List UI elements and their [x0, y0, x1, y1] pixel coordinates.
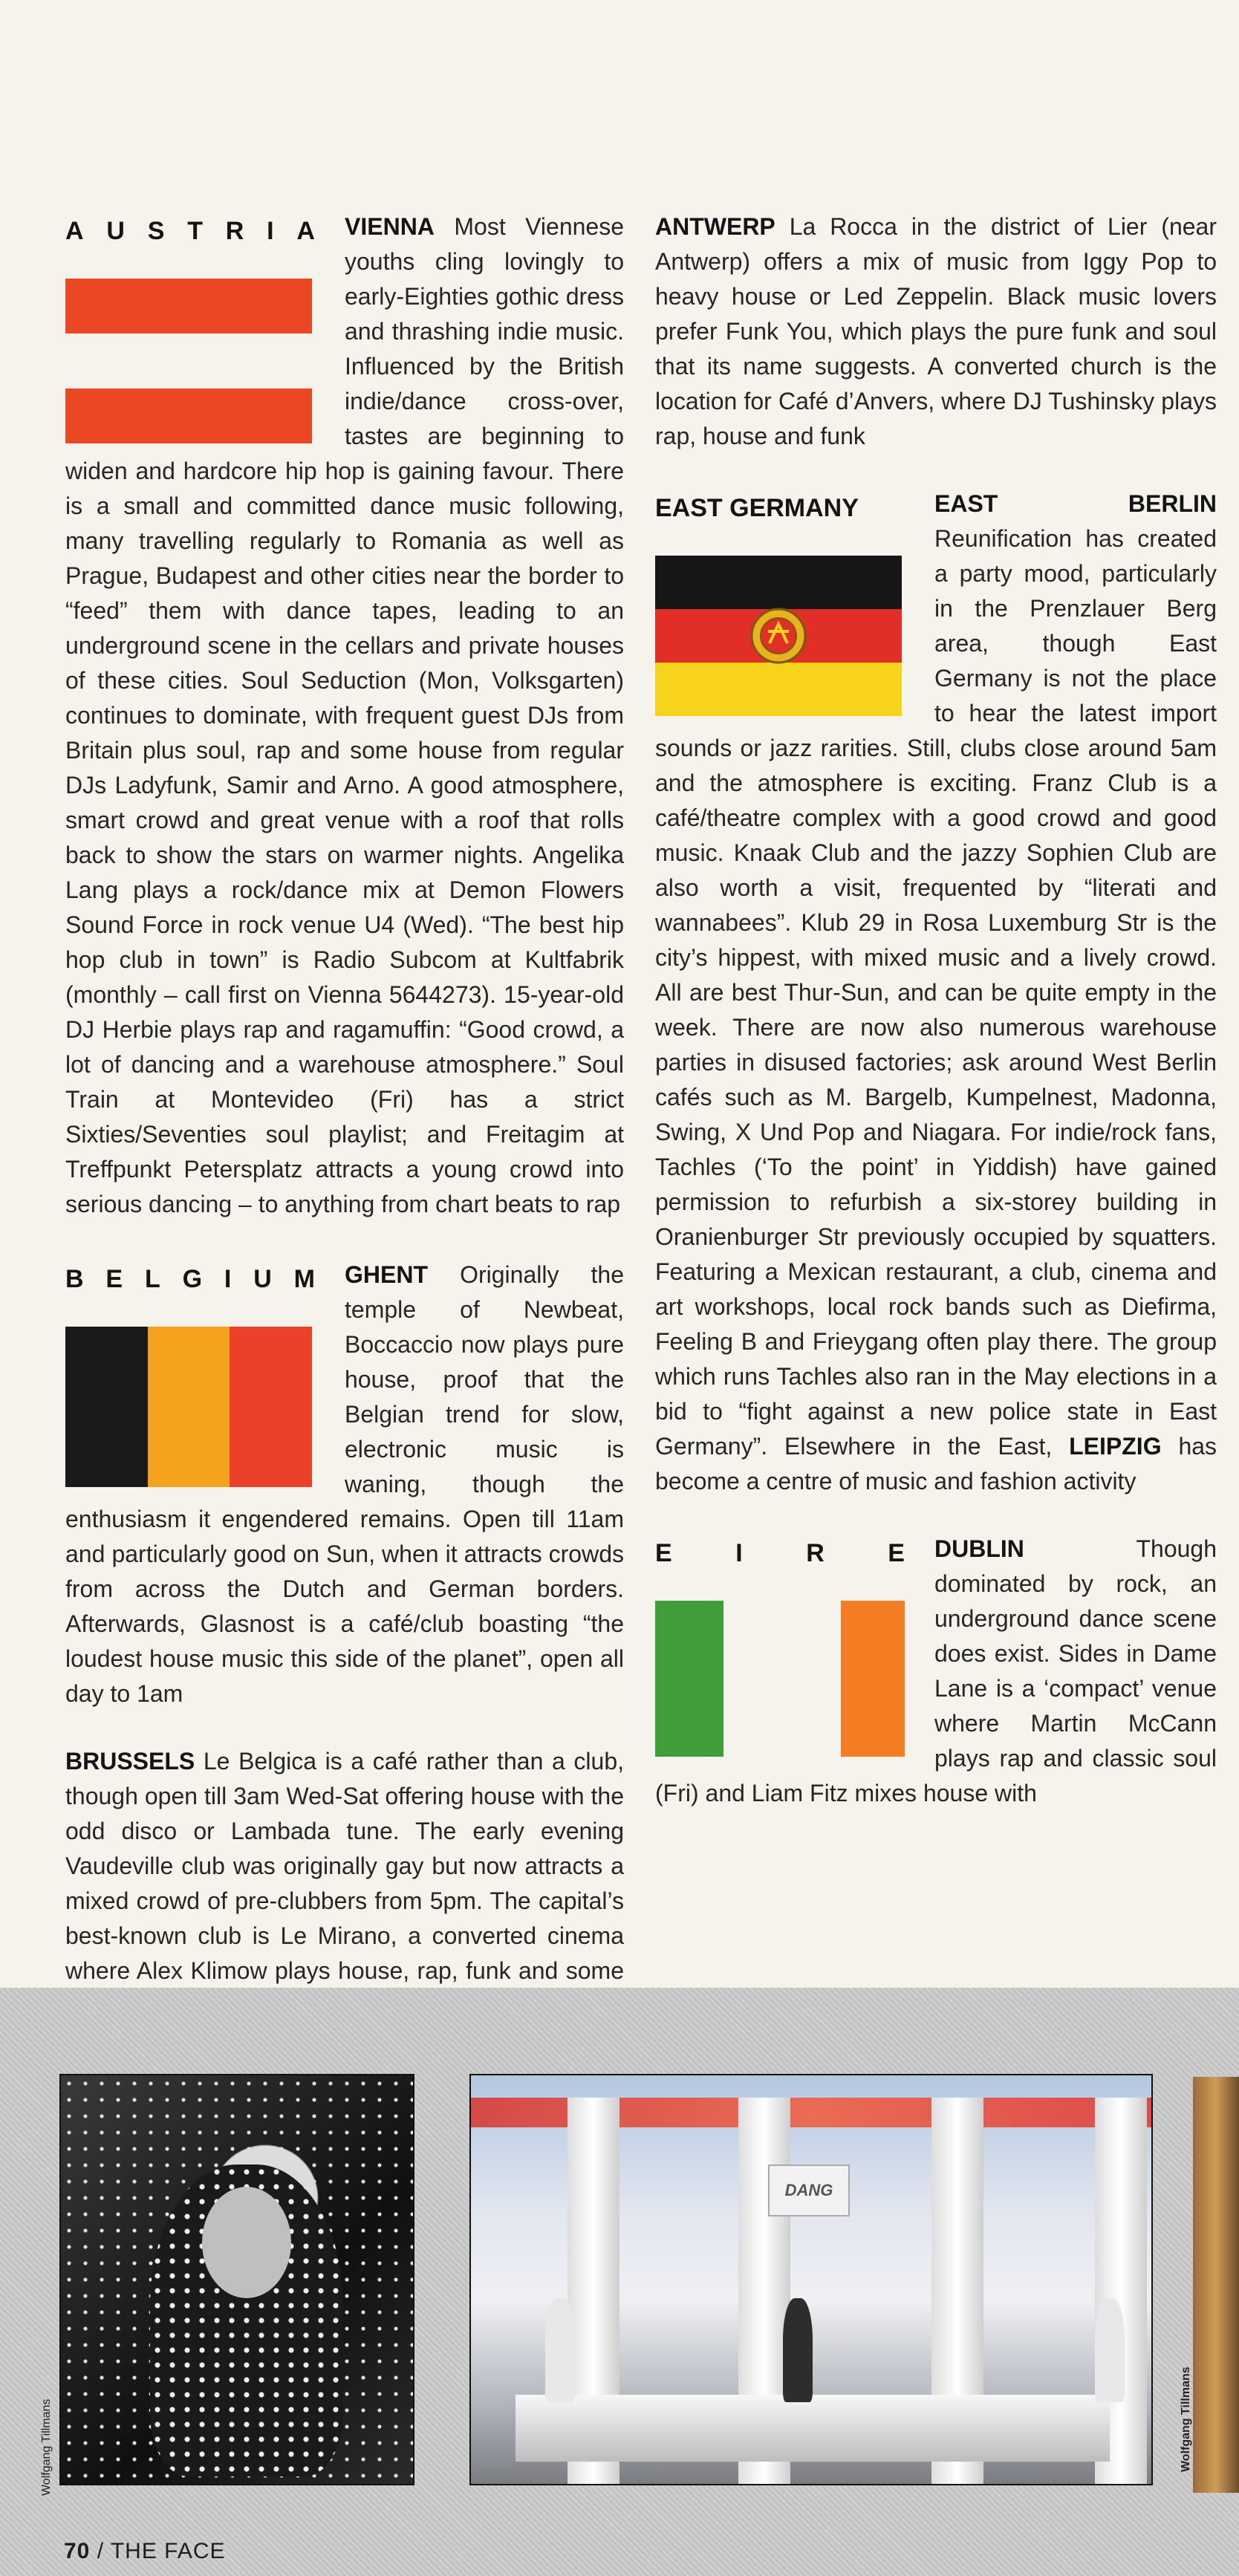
- edge-photo: [1193, 2077, 1239, 2493]
- city-leipzig: LEIPZIG: [1069, 1433, 1162, 1460]
- brussels-text: Le Belgica is a café rather than a club, though open till 3am Wed-Sat offering house with the odd disco or Lambada tune. The early evening Vaudeville club was originally gay but now attracts a mixed crowd of pre-clubbers from 5pm. The capital’s best-known club is Le Mirano, a converted cinema where Alex Klimow plays house, rap, funk and some: [65, 1748, 625, 1984]
- country-label-austria: A U S T R I A: [65, 217, 315, 245]
- austria-header-block: [65, 214, 315, 440]
- photo-credit-right: Wolfgang Tillmans: [1180, 2367, 1192, 2472]
- dublin-text: Though dominated by rock, an underground dance scene does exist. Sides in Dame Lane is a ‘compact’ venue where Martin McCann plays rap and classic soul (Fri) and Liam Fitz mixes house with: [655, 1535, 1217, 1806]
- city-dublin: DUBLIN: [934, 1535, 1024, 1562]
- right-column-flow: [655, 209, 1217, 1844]
- page-number: 70: [64, 2539, 91, 2563]
- east-berlin-text: Reunification has created a party mood, particularly in the Prenzlauer Berg area, though East Germany is not the place to hear the latest import sounds or jazz rarities. Still, clubs close around 5am and the atmosphere is exciting. Franz Club is a café/theatre complex with a good crowd and good music. Knaak Club and the jazzy Sophien Club are also worth a visit, frequented by “literati and wannabees”. Klub 29 in Rosa Luxemburg Str is the city’s hippest, with mixed music and a lively crowd. All are best Thur-Sun, and can be quite empty in the week. There are now also numerous warehouse parties in disused factories; ask around West Berlin cafés such as M. Bargelb, Kumpelnest, Madonna, Swing, X Und Pop and Niagara. For indie/rock fans, Tachles (‘To the point’ in Yiddish) have gained permission to refurbish a six-storey building in Oranienburger Str previously occupied by squatters. Featuring a Mexican restaurant, a club, cinema and art workshops, local rock bands such as Diefirma, Feeling B and Frieygang often play there. The group which runs Tachles also ran in the May elections in a bid to “fight against a new police state in East Germany”. Elsewhere in the East,: [655, 525, 1217, 1460]
- austria-text: Most Viennese youths cling lovingly to early-Eighties gothic dress and thrashing indie music. Influenced by the British indie/dance cross-over, tastes are beginning to widen and hardcore hip hop is gaining favour. There is a small and committed dance music following, many travelling regularly to Romania as well as Prague, Budapest and other cities near the border to “feed” them with dance tapes, leading to an underground scene in the cellars and private houses of these cities. Soul Seduction (Mon, Volksgarten) continues to dominate, with frequent guest DJs from Britain plus soul, rap and some house from regular DJs Ladyfunk, Samir and Arno. A good atmosphere, smart crowd and great venue with a roof that rolls back to show the stars on warmer nights. Angelika Lang plays a rock/dance mix at Demon Flowers Sound Force in rock venue U4 (Wed). “The best hip hop club in town” is Radio Subcom at Kultfabrik (monthly – call first on Vienna 5644273). 15-year-old DJ Herbie plays rap and ragamuffin: “Good crowd, a lot of dancing and a warehouse atmosphere.” Soul Train at Montevideo (Fri) has a strict Sixties/Seventies soul playlist; and Freitagim at Treffpunkt Petersplatz attracts a young crowd into serious dancing – to anything from chart beats to rap: [65, 213, 625, 1217]
- eire-flag-icon: [655, 1601, 905, 1757]
- club-stage-photo: [469, 2074, 1153, 2485]
- city-ghent: GHENT: [345, 1261, 428, 1288]
- photo-credit-left: Wolfgang Tillmans: [40, 2398, 53, 2496]
- dancer-photo: [59, 2074, 414, 2485]
- publication-name: / THE FACE: [90, 2539, 226, 2563]
- ghent-text: Originally the temple of Newbeat, Boccaccio now plays pure house, proof that the Belgian trend for slow, electronic music is waning, though the enthusiasm it engendered remains. Open till 11am and particularly good on Sun, when it attracts crowds from across the Dutch and German borders. Afterwards, Glasnost is a café/club boasting “the loudest house music this side of the planet”, open all day to 1am: [65, 1261, 625, 1707]
- antwerp-text: La Rocca in the district of Lier (near Antwerp) offers a mix of music from Iggy Pop to heavy house or Led Zeppelin. Black music lovers prefer Funk You, which plays the pure funk and soul that its name suggests. A converted church is the location for Café d’Anvers, where DJ Tushinsky plays rap, house and funk: [655, 213, 1217, 449]
- country-label-belgium: B E L G I U M: [65, 1265, 315, 1293]
- hammer-compass-emblem-icon: [749, 606, 808, 666]
- city-antwerp: ANTWERP: [655, 213, 775, 240]
- east-germany-flag-icon: [655, 556, 902, 716]
- leipzig-text: has become a centre of music and fashion activity: [655, 1433, 1217, 1494]
- country-label-eire: E I R E: [655, 1539, 905, 1567]
- club-sign: DANG: [768, 2164, 850, 2216]
- belgium-header-block: [65, 1262, 315, 1487]
- page-folio: [64, 2539, 226, 2564]
- city-east-berlin: EAST BERLIN: [934, 490, 1217, 517]
- left-column: [65, 209, 624, 2091]
- country-label-east-germany: EAST GERMANY: [655, 494, 859, 522]
- city-vienna: VIENNA: [345, 213, 435, 240]
- eire-header-block: [655, 1536, 905, 1757]
- belgium-antwerp-entry: [655, 209, 1217, 454]
- photo-strip: [0, 1988, 1239, 2576]
- city-brussels: BRUSSELS: [65, 1748, 195, 1775]
- east-germany-header-block: [655, 491, 905, 716]
- austria-flag-icon: [65, 279, 312, 440]
- belgium-flag-icon: [65, 1327, 312, 1487]
